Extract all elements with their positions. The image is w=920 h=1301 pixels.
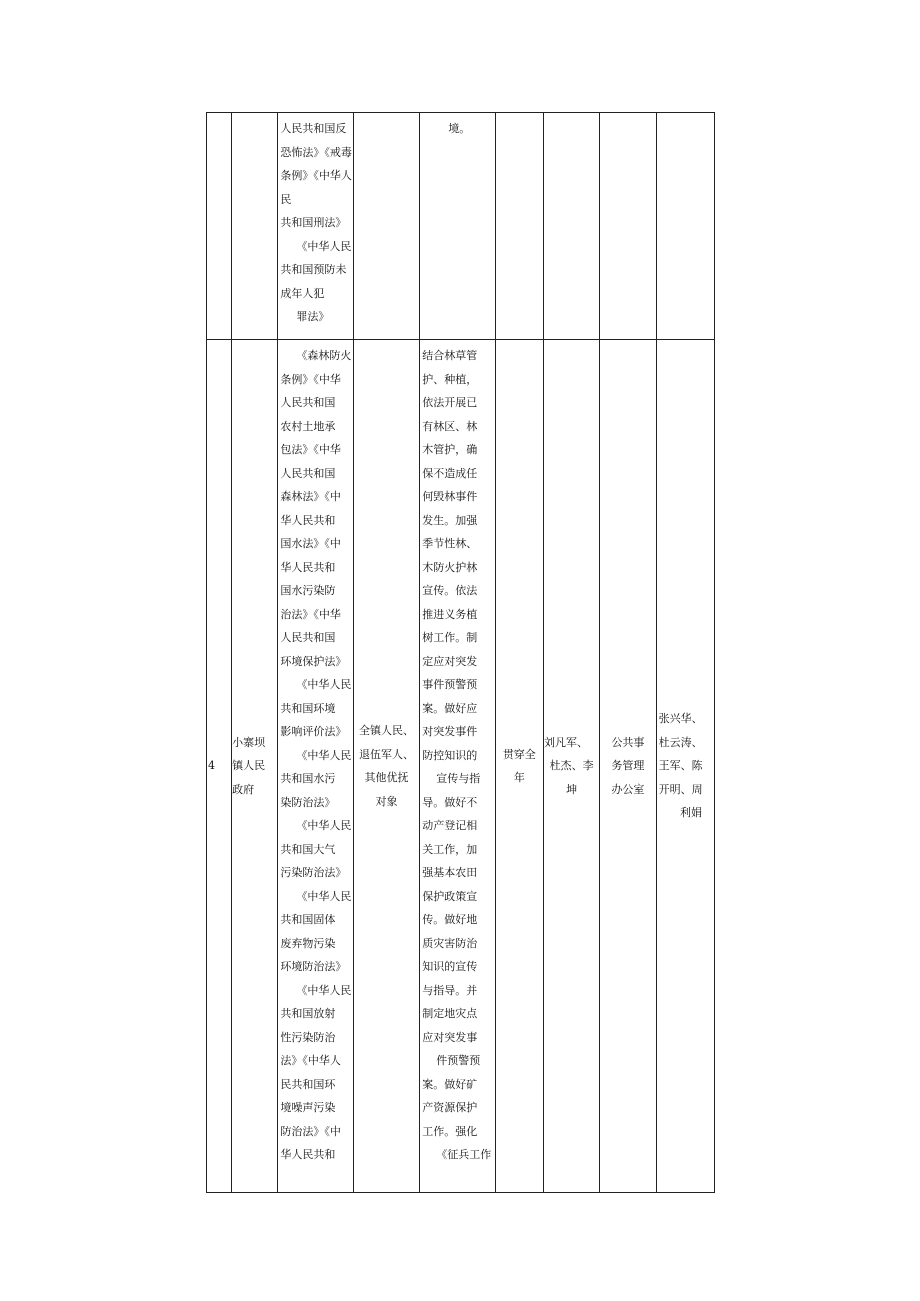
cell-target bbox=[353, 340, 419, 1193]
target-text: 全镇人民、 退伍军人、 其他优抚 对象 bbox=[359, 724, 415, 808]
cell-number bbox=[207, 340, 232, 1193]
cell-work bbox=[420, 113, 495, 340]
cell-unit bbox=[232, 113, 278, 340]
cell-laws bbox=[278, 113, 353, 340]
cell-laws bbox=[278, 340, 353, 1193]
cell-work bbox=[420, 340, 495, 1193]
office-text: 公共事 务管理 办公室 bbox=[611, 735, 645, 796]
period-text: 贯穿全 年 bbox=[502, 747, 536, 784]
leaders-text: 刘凡军、 杜杰、李 坤 bbox=[543, 735, 594, 796]
work-text: 境。 bbox=[448, 122, 471, 135]
cell-unit bbox=[232, 340, 278, 1193]
table-row-continued bbox=[207, 113, 715, 340]
laws-text: 人民共和国反 恐怖法》《戒毒 条例》《中华人 民 共和国刑法》 《中华人民 共和国预防未 成年人犯 罪法》 bbox=[280, 122, 352, 323]
staff-text: 张兴华、 杜云涛、 王军、陈 开明、周 利娟 bbox=[658, 712, 703, 820]
cell-period bbox=[495, 113, 543, 340]
cell-number bbox=[207, 113, 232, 340]
cell-staff bbox=[656, 340, 714, 1193]
work-text: 结合林草管 护、种植， 依法开展已 有林区、林 木管护，确 保不造成任 何毁林事件 发生。加强 季节性林、 木防火护林 宣传。依法 推进义务植 树工作。制 定应对突发 事件预警预 案。做好应 对突发事件 防控知识的 宣传与指 导。做好不 动产登记相 关工作，加 强基本农田 保护政策宣 传。做好地 质灾害防治 知识的宣传 与指导。并 制定地灾点 应对突发事 件预警预 案。做好矿 产资源保护 工作。强化 《征兵工作 bbox=[422, 349, 492, 1161]
cell-office bbox=[600, 113, 656, 340]
laws-text: 《森林防火 条例》《中华 人民共和国 农村土地承 包法》《中华 人民共和国 森林法》《中 华人民共和 国水法》《中 华人民共和 国水污染防 治法》《中华 人民共和国 环境保护法》 《中华人民 共和国环境 影响评价法》 《中华人民 共和国水污 染防治法》 《中华人民 共和国大气 污染防治法》 《中华人民 共和国固体 废弃物污染 环境防治法》 《中华人民 共和国放射 性污染防治 法》《中华人 民共和国环 境噪声污染 防治法》《中 华人民共和 bbox=[280, 349, 352, 1161]
table-row-4 bbox=[207, 340, 715, 1193]
cell-period bbox=[495, 340, 543, 1193]
cell-office bbox=[600, 340, 656, 1193]
cell-leaders bbox=[543, 113, 599, 340]
row-number: 4 bbox=[208, 759, 215, 773]
cell-staff bbox=[656, 113, 714, 340]
responsibility-table bbox=[206, 112, 715, 1193]
cell-leaders bbox=[543, 340, 599, 1193]
cell-target bbox=[353, 113, 419, 340]
unit-text: 小寨坝 镇人民 政府 bbox=[232, 735, 266, 796]
